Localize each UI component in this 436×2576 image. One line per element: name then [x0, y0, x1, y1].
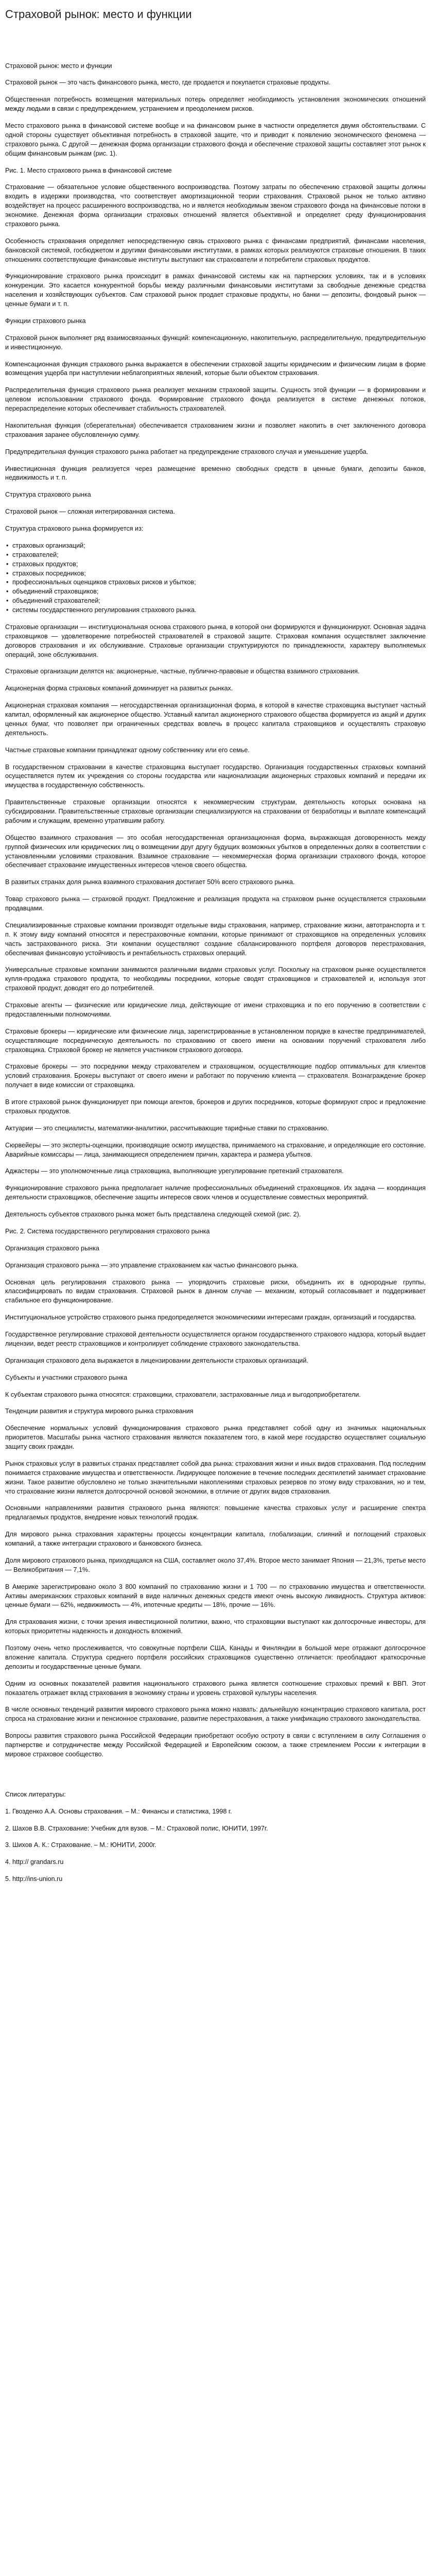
list-item: • профессиональных оценщиков страховых рисков и убытков;: [5, 578, 426, 587]
paragraph: Одним из основных показателей развития национального страхового рынка является соотношение страховых премий к ВВП. Этот показатель отражает вклад страхования в экономику страны и уровень страховой культуры населения.: [5, 1680, 426, 1697]
paragraph: Страховой рынок выполняет ряд взаимосвязанных функций: компенсационную, накопительную, распределительную, предупредительную и инвестиционную.: [5, 334, 426, 351]
paragraph: Общественная потребность возмещения материальных потерь определяет необходимость установления экономических отношений между людьми в связи с предупреждением, устранением и преодолением рисков.: [5, 96, 426, 113]
paragraph: Для мирового рынка страхования характерны процессы концентрации капитала, глобализации, слияний и поглощений страховых компаний, а также интеграции страхового и банковского бизнеса.: [5, 1531, 426, 1547]
paragraph: Универсальные страховые компании занимаются различными видами страховых услуг. Поскольку на страховом рынке осуществляется купля-продажа страхового продукта, то необходимы посредники, которые сводят страховщиков и страхователей и, используя этот страховой продукт, доводят его до потребителей.: [5, 966, 426, 992]
paragraph: Страховые брокеры — это посредники между страхователем и страховщиком, осуществляющие подбор оптимальных для клиентов условий страхования. Брокеры выступают от своего имени и работают по поручению клиента — страхователя. Вознаграждение брокер получает в виде комиссии от страховщика.: [5, 1063, 426, 1089]
paragraph: Общество взаимного страхования — это особая негосударственная организационная форма, выражающая договоренность между группой физических или юридических лиц о возмещении друг другу будущих возможных убытков в определенных долях в соответствии с установленными условиями страхования. Взаимное страхование — некоммерческая форма организации страхового фонда, которое обеспечивает страхование имущественных интересов членов своего общества.: [5, 834, 426, 869]
paragraph: Место страхового рынка в финансовой системе вообще и на финансовом рынке в частности определяется двумя обстоятельствами. С одной стороны существует объективная потребность в страховой защите, что и приводит к появлению экономического феномена — страхового рынка. С другой — денежная форма организации страхового фонда и обеспечение страховой защиты составляет этот рынок к общим финансовым рынкам (рис. 1).: [5, 122, 426, 157]
paragraph: Страховые брокеры — юридические или физические лица, зарегистрированные в установленном порядке в качестве предпринимателей, осуществляющие посредническую деятельность по страхованию от своего имени на основании поручений страхователя либо страховщика. Страховой брокер не является участником страхового договора.: [5, 1027, 426, 1054]
paragraph: Товар страхового рынка — страховой продукт. Предложение и реализация продукта на страховом рынке осуществляется страховыми продавцами.: [5, 895, 426, 912]
paragraph: Акционерная страховая компания — негосударственная организационная форма, в которой в качестве страховщика выступает частный капитал, оформленный как акционерное общество. Уставный капитал акционерного страхового общества формируется из акций и других ценных бумаг, что позволяет при ограниченных средствах вовлечь в процесс капитала страховщиков и осуществлять страховую деятельность.: [5, 702, 426, 737]
paragraph: Страховой рынок — это часть финансового рынка, место, где продается и покупается страховые продукты.: [5, 79, 330, 87]
paragraph: Частные страховые компании принадлежат одному собственнику или его семье.: [5, 746, 250, 754]
reference-item: 1. Гвозденко А.А. Основы страхования. – М.: Финансы и статистика, 1998 г.: [5, 1807, 232, 1815]
paragraph: Накопительная функция (сберегательная) обеспечивается страхованием жизни и позволяет накопить в счет заключенного договора страхования заранее обусловленную сумму.: [5, 421, 426, 438]
paragraph: К субъектам страхового рынка относятся: страховщики, страхователи, застрахованные лица и выгодоприобретатели.: [5, 1391, 361, 1398]
paragraph: Компенсационная функция страхового рынка выражается в обеспечении страховой защиты юридическим и физическим лицам в форме возмещения ущерба при наступлении неблагоприятных явлений, которые были объектом страхования.: [5, 360, 426, 377]
paragraph: Рис. 1. Место страхового рынка в финансовой системе: [5, 166, 172, 174]
list-item: • системы государственного регулирования страхового рынка.: [5, 606, 426, 615]
paragraph: Распределительная функция страхового рынка реализует механизм страховой защиты. Сущность этой функции — в формировании и целевом использовании страхового фонда. Формирование страхового фонда реализуется в системе денежных потоков, перераспределение которых обеспечивает стабильность страхователей.: [5, 386, 426, 412]
paragraph: Функционирование страхового рынка предполагает наличие профессиональных объединений страховщиков. Их задача — координация деятельности страховщиков, обеспечение защиты интересов своих членов и осуществление совместных мероприятий.: [5, 1184, 426, 1201]
references-list: [5, 1807, 426, 1884]
paragraph: Поэтому очень четко прослеживается, что совокупные портфели США, Канады и Финляндии в большой мере отражают долгосрочное вложение капитала. Структура среднего портфеля российских страховщиков существенно отличается: преобладают краткосрочные депозиты и государственные ценные бумаги.: [5, 1645, 426, 1670]
paragraph: Страховой рынок — сложная интегрированная система.: [5, 508, 176, 516]
paragraph: Акционерная форма страховых компаний доминирует на развитых рынках.: [5, 685, 233, 692]
reference-item: 2. Шахов В.В. Страхование: Учебник для вузов. – М.: Страховой полис, ЮНИТИ, 1997г.: [5, 1824, 268, 1832]
paragraph: Доля мирового страхового рынка, приходящаяся на США, составляет около 37,4%. Второе место занимает Япония — 21,3%, третье место — Великобритания — 7,1%.: [5, 1556, 426, 1573]
paragraph: Рис. 2. Система государственного регулирования страхового рынка: [5, 1227, 210, 1235]
paragraph: Правительственные страховые организации относятся к некоммерческим структурам, деятельность которых основана на субсидировании. Правительственные страховые организации специализируются на страховании от безработицы и выплате компенсаций рабочим и служащим, временно утратившим работу.: [5, 799, 426, 824]
paragraph: Структура страхового рынка: [5, 491, 91, 499]
bullet-list: [5, 541, 426, 615]
paragraph: Институциональное устройство страхового рынка предопределяется экономическими интересами граждан, организаций и государства.: [5, 1314, 416, 1321]
paragraph: Основными направлениями развития страхового рынка являются: повышение качества страховых услуг и расширение спектра предлагаемых продуктов, внедрение новых технологий продаж.: [5, 1504, 426, 1521]
paragraph: Структура страхового рынка формируется из:: [5, 525, 144, 532]
paragraph: Предупредительная функция страхового рынка работает на предупреждение страхового случая и уменьшение ущерба.: [5, 448, 369, 455]
paragraph: Субъекты и участники страхового рынка: [5, 1374, 128, 1381]
reference-link[interactable]: 4. http:// grandars.ru: [5, 1858, 64, 1866]
list-item: • объединений страховщиков;: [5, 587, 426, 597]
page-title: Страховой рынок: место и функции: [5, 8, 192, 21]
paragraph: Функционирование страхового рынка происходит в рамках финансовой системы как на партнерских условиях, так и в условиях конкуренции. Это касается конкурентной борьбы между различными финансовыми институтами за свободные денежные средства населения и хозяйствующих субъектов. Сам страховой рынок продает страховые продукты, но банки — депозиты, фондовый рынок — ценные бумаги и т. п.: [5, 273, 426, 308]
paragraph: Специализированные страховые компании производят отдельные виды страхования, например, страхование жизни, автотранспорта и т. п. К этому виду компаний относятся и перестраховочные компании, которые принимают от страховщиков на определенных условиях часть застрахованного риска. Эти компании осуществляют создание сбалансированного портфеля договоров перестрахования, обеспечивая финансовую устойчивость и рентабельность страховых операций.: [5, 921, 426, 957]
paragraph: Страховые агенты — физические или юридические лица, действующие от имени страховщика и по его поручению в соответствии с предоставленными полномочиями.: [5, 1002, 426, 1018]
article-body: [5, 62, 426, 1759]
reference-item: 3. Шихов А. К.: Страхование. – М.: ЮНИТИ, 2000г.: [5, 1841, 156, 1849]
paragraph: Рынок страховых услуг в развитых странах представляет собой два рынка: страхования жизни и иных видов страхования. Под последним понимается страхование имущества и ответственности. Лидирующее положение в течение последних десятилетий занимает страхование жизни. Такое развитие обусловлено не только значительными накоплениями страховых резервов по этому виду страхования, но и тем, что страхование жизни является долгосрочной основой экономики, в отличие от других видов страхования.: [5, 1460, 426, 1495]
paragraph: В итоге страховой рынок функционирует при помощи агентов, брокеров и других посредников, которые формируют спрос и предложение страховых продуктов.: [5, 1098, 426, 1115]
paragraph: Страховой рынок: место и функции: [5, 62, 112, 70]
paragraph: Обеспечение нормальных условий функционирования страхового рынка представляет собой одну из значимых национальных приоритетов. Масштабы рынка частного страхования являются показателем того, в какой мере государство осуществляет социальную защиту своих граждан.: [5, 1425, 426, 1450]
list-item: • страхователей;: [5, 551, 426, 560]
list-item: • страховых продуктов;: [5, 560, 426, 569]
paragraph: В государственном страховании в качестве страховщика выступает государство. Организация государственных страховых компаний осуществляется путем их учреждения со стороны государства или национализации акционерных страховых компаний и передачи их имущества в государственную собственность.: [5, 763, 426, 789]
list-item: • страховых посредников;: [5, 569, 426, 579]
paragraph: В числе основных тенденций развития мирового страхового рынка можно назвать: дальнейшую концентрацию страхового капитала, рост спроса на страхование жизни и пенсионное страхование, развитие перестрахования, а также унификацию страхового законодательства.: [5, 1706, 426, 1723]
paragraph: Деятельность субъектов страхового рынка может быть представлена следующей схемой (рис. 2).: [5, 1211, 301, 1218]
paragraph: Для страхования жизни, с точки зрения инвестиционной политики, важно, что страховщики выступают как долгосрочные инвесторы, для которых приоритетны надежность и доходность вложений.: [5, 1618, 426, 1635]
paragraph: Государственное регулирование страховой деятельности осуществляется органом государственного страхового надзора, который выдает лицензии, ведет реестр страховщиков и контролирует соблюдение страхового законодательства.: [5, 1331, 426, 1347]
paragraph: Вопросы развития страхового рынка Российской Федерации приобретают особую остроту в связи с вступлением в силу Соглашения о партнерстве и сотрудничестве между Российской Федерацией и Европейским союзом, а также стремлением России к интеграции в мировое страховое сообщество.: [5, 1732, 426, 1758]
paragraph: В развитых странах доля рынка взаимного страхования достигает 50% всего страхового рынка.: [5, 878, 295, 886]
paragraph: Инвестиционная функция реализуется через размещение временно свободных средств в ценные бумаги, депозиты банков, недвижимость и т. п.: [5, 465, 426, 482]
paragraph: Аджастеры — это уполномоченные лица страховщика, выполняющие урегулирование претензий страхователя.: [5, 1167, 344, 1175]
references-title: Список литературы:: [5, 1790, 66, 1798]
list-item: • объединений страхователей;: [5, 597, 426, 606]
paragraph: Актуарии — это специалисты, математики-аналитики, рассчитывающие тарифные ставки по страхованию.: [5, 1124, 329, 1132]
paragraph: Сюрвейеры — это эксперты-оценщики, производящие осмотр имущества, принимаемого на страхование, и определяющие его состояние. Аварийные комиссары — лица, занимающиеся определением причин, характера и размера убытков.: [5, 1141, 426, 1158]
paragraph: Страховые организации делятся на: акционерные, частные, публично-правовые и общества взаимного страхования.: [5, 668, 360, 675]
paragraph: Функции страхового рынка: [5, 317, 86, 325]
list-item: • страховых организаций;: [5, 541, 426, 551]
paragraph: Организация страхового рынка: [5, 1244, 99, 1252]
paragraph: Страхование — обязательное условие общественного воспроизводства. Поэтому затраты по обеспечению страховой защиты должны входить в издержки производства, что соответствует амортизационной теории страхования. Страховой рынок не только активно воздействует на процесс расширенного воспроизводства, но и является необходимым звеном страхового фонда на финансовые потоки в экономике. Денежная форма организации страховых отношений является объективной и определяет среду функционирования страхового рынка.: [5, 183, 426, 228]
reference-link[interactable]: 5. http://ins-union.ru: [5, 1875, 63, 1883]
paragraph: Страховые организации — институциональная основа страхового рынка, в которой они формируются и функционируют. Основная задача страховщиков — удовлетворение потребностей страхователей в страховой защите. Страховая компания осуществляет заключение договоров страхования и их обслуживание. Страховые организации структурируются по принадлежности, характеру выполняемых операций, зоне обслуживания.: [5, 623, 426, 658]
references-section: [5, 1790, 426, 1884]
paragraph: Особенность страхования определяет непосредственную связь страхового рынка с финансами предприятий, финансами населения, банковской системой, госбюджетом и другими финансовыми институтами, в рамках которых реализуются страховые отношения. В таких отношениях соответствующие финансовые институты выступают как страхователи и потребители страховых продуктов.: [5, 237, 426, 263]
paragraph: Организация страхового рынка — это управление страхованием как частью финансового рынка.: [5, 1261, 299, 1269]
paragraph: Основная цель регулирования страхового рынка — упорядочить страховые риски, объединить их в однородные группы, классифицировать по видам страхования. Страховой рынок в данном случае — механизм, который согласовывает и поддерживает стабильное его функционирование.: [5, 1278, 426, 1304]
paragraph: Тенденции развития и структура мирового рынка страхования: [5, 1408, 194, 1415]
paragraph: В Америке зарегистрировано около 3 800 компаний по страхованию жизни и 1 700 — по страхованию имущества и ответственности. Активы американских страховых компаний в виде наличных денежных средств имеют очень высокую ликвидность. Структура активов: ценные бумаги — 62%, недвижимость — 4%, ипотечные кредиты — 18%, прочие — 16%.: [5, 1583, 426, 1609]
paragraph: Организация страхового дела выражается в лицензировании деятельности страховых организаций.: [5, 1357, 308, 1364]
